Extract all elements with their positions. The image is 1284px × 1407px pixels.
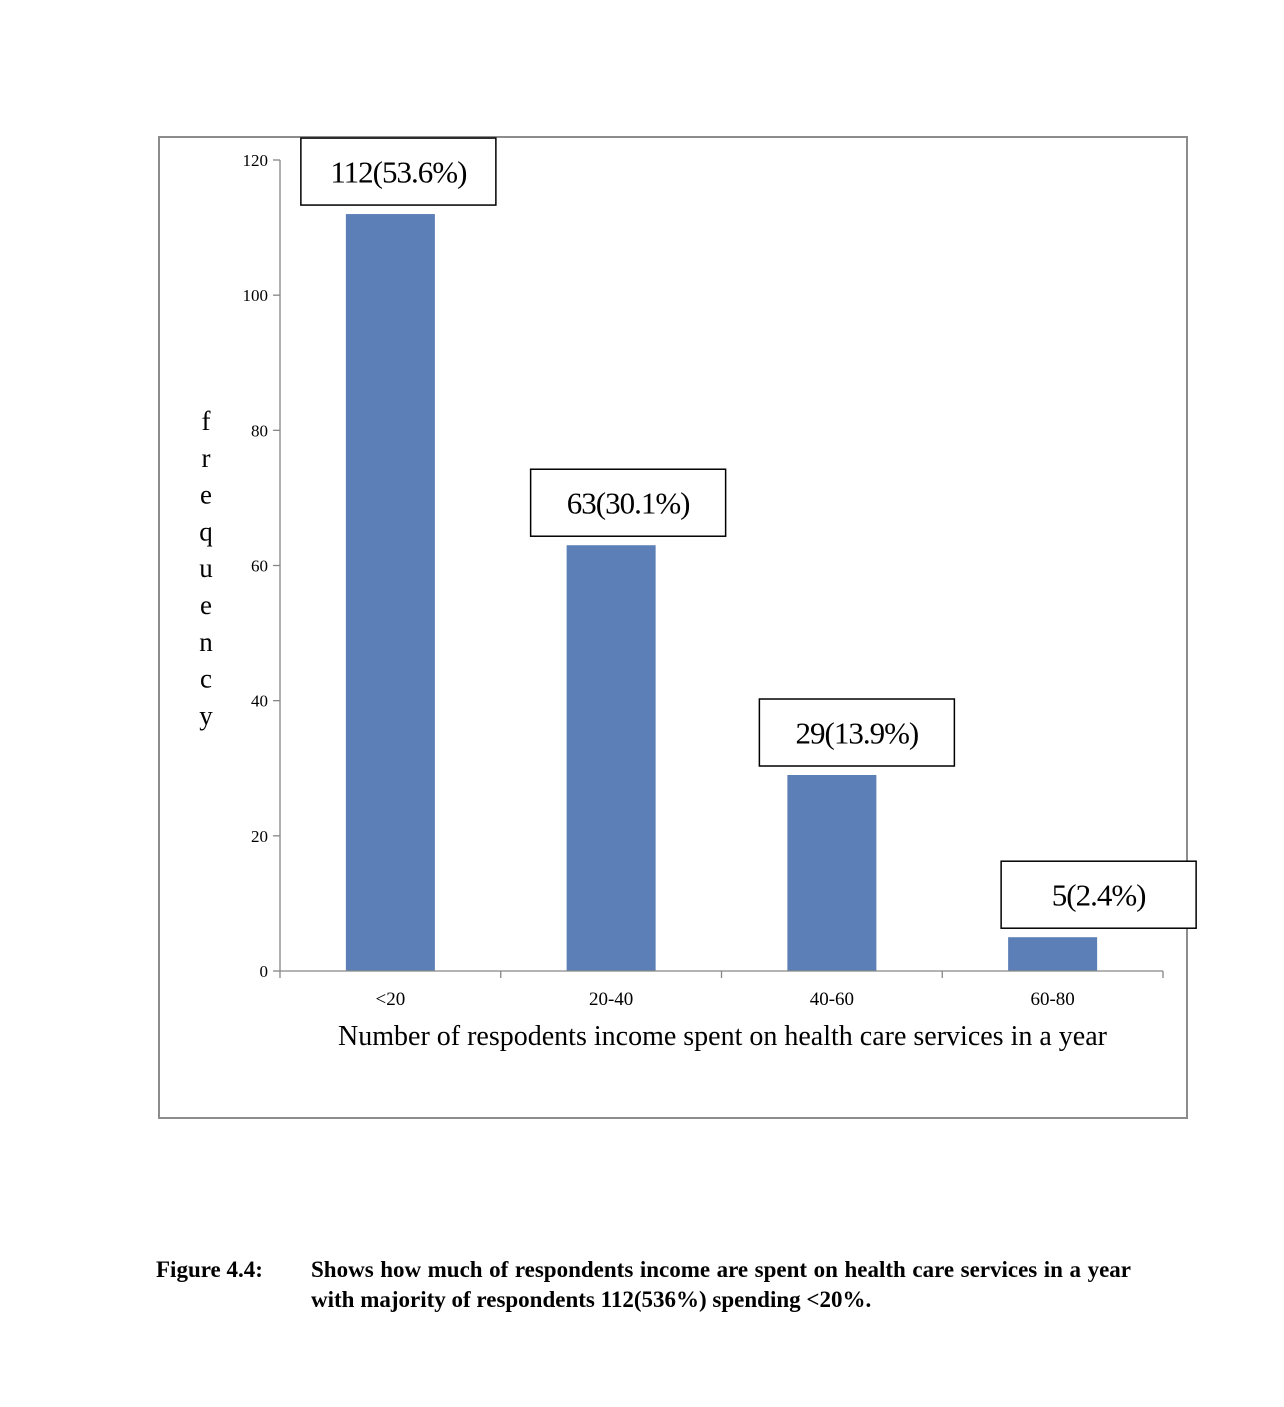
x-tick-label: 60-80 bbox=[1030, 989, 1075, 1010]
x-axis bbox=[280, 971, 1163, 1010]
data-label: 5(2.4%) bbox=[1051, 877, 1146, 913]
x-tick-label: 20-40 bbox=[588, 989, 634, 1010]
y-tick-label: 0 bbox=[259, 962, 268, 981]
x-axis-title: Number of respodents income spent on health care services in a year bbox=[338, 1021, 1107, 1052]
bars bbox=[346, 214, 1097, 971]
y-axis-title-letter: c bbox=[200, 663, 212, 694]
bar bbox=[1008, 937, 1097, 971]
y-tick-label: 100 bbox=[242, 286, 268, 306]
y-axis-title-letter: e bbox=[200, 590, 212, 620]
y-tick-label: 20 bbox=[251, 826, 268, 846]
figure-caption: Shows how much of respondents income are spent on health care services in a year with majority of respondents 112(536%) spending <20%. bbox=[311, 1257, 1131, 1312]
y-axis-title-letter: u bbox=[199, 553, 213, 584]
bar bbox=[567, 545, 656, 971]
y-axis-title-letter: y bbox=[199, 700, 213, 731]
data-label: 112(53.6%) bbox=[330, 154, 467, 190]
y-axis-title-letter: n bbox=[199, 626, 213, 657]
data-label: 29(13.9%) bbox=[795, 715, 919, 751]
y-tick-label: 60 bbox=[251, 556, 268, 576]
y-axis-title-letter: e bbox=[200, 479, 212, 510]
figure-label: Figure 4.4: bbox=[156, 1257, 263, 1282]
x-tick-label: 40-60 bbox=[809, 989, 855, 1010]
y-tick-label: 120 bbox=[242, 151, 268, 170]
y-axis-title-letter: q bbox=[199, 516, 213, 547]
y-tick-label: 40 bbox=[251, 691, 268, 711]
y-axis-title-letter: r bbox=[201, 442, 211, 473]
y-axis-title-letter: f bbox=[201, 406, 211, 436]
y-axis-title bbox=[199, 406, 213, 730]
data-label: 63(30.1%) bbox=[566, 485, 690, 521]
bar bbox=[346, 214, 435, 971]
y-tick-label: 80 bbox=[251, 421, 268, 441]
bar bbox=[787, 775, 876, 971]
data-labels bbox=[301, 138, 1196, 928]
x-tick-label: <20 bbox=[375, 989, 406, 1010]
y-axis bbox=[243, 151, 281, 981]
